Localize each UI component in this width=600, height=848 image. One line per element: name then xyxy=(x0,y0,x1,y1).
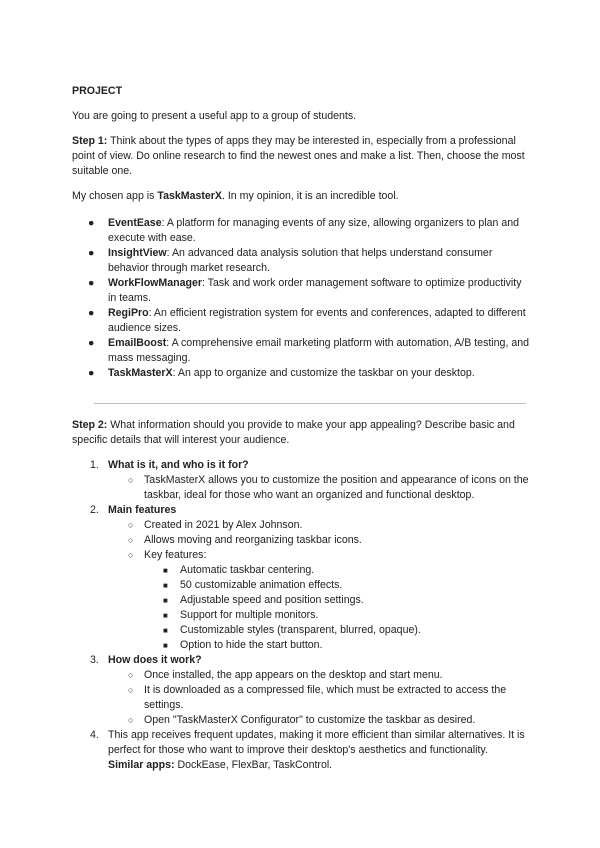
q2-item-text: Key features: xyxy=(144,549,207,561)
app-name: RegiPro xyxy=(108,307,149,319)
q3-item-text: Once installed, the app appears on the desktop and start menu. xyxy=(144,669,443,681)
q2-sublist xyxy=(108,518,532,653)
app-name: TaskMasterX xyxy=(108,367,173,379)
app-desc: : An app to organize and customize the taskbar on your desktop. xyxy=(172,367,475,379)
bullet-icon: ● xyxy=(88,247,95,259)
list-item xyxy=(72,276,532,306)
feature-text: Option to hide the start button. xyxy=(180,639,323,651)
list-item xyxy=(72,336,532,366)
list-item xyxy=(72,518,532,533)
q2-item-text: Created in 2021 by Alex Johnson. xyxy=(144,519,303,531)
chosen-app-name: TaskMasterX xyxy=(157,190,222,202)
similar-apps-label: Similar apps: xyxy=(108,759,175,771)
circle-bullet-icon: ○ xyxy=(128,670,134,680)
bullet-icon: ● xyxy=(88,367,95,379)
document-page xyxy=(72,84,532,773)
circle-bullet-icon: ○ xyxy=(128,685,134,695)
list-item xyxy=(72,473,532,503)
list-item xyxy=(72,306,532,336)
numbered-list xyxy=(72,458,532,773)
feature-text: Support for multiple monitors. xyxy=(180,609,319,621)
q3-item-text: It is downloaded as a compressed file, which must be extracted to access the settings. xyxy=(144,684,507,711)
circle-bullet-icon: ○ xyxy=(128,475,134,485)
square-bullet-icon: ■ xyxy=(163,596,168,605)
list-item xyxy=(72,638,532,653)
section-divider xyxy=(94,403,526,404)
q4-text: This app receives frequent updates, making it more efficient than similar alternatives. It is perfect for those who want to improve their desktop's aesthetics and functionality. xyxy=(108,729,525,756)
intro-paragraph: You are going to present a useful app to a group of students. xyxy=(72,110,357,122)
square-bullet-icon: ■ xyxy=(163,626,168,635)
chosen-before: My chosen app is xyxy=(72,190,158,202)
circle-bullet-icon: ○ xyxy=(128,535,134,545)
bullet-icon: ● xyxy=(88,337,95,349)
list-item xyxy=(72,533,532,548)
list-number: 3. xyxy=(90,654,99,666)
q2-title: Main features xyxy=(108,504,177,516)
feature-text: Customizable styles (transparent, blurred, opaque). xyxy=(180,624,421,636)
square-bullet-icon: ■ xyxy=(163,611,168,620)
app-desc: : Task and work order management software to optimize productivity in teams. xyxy=(108,277,522,304)
list-item xyxy=(72,246,532,276)
app-desc: : A comprehensive email marketing platform with automation, A/B testing, and mass messaging. xyxy=(108,337,530,364)
square-bullet-icon: ■ xyxy=(163,581,168,590)
app-desc: : An efficient registration system for events and conferences, adapted to different audience sizes. xyxy=(108,307,526,334)
list-item xyxy=(72,548,532,653)
app-name: InsightView xyxy=(108,247,167,259)
circle-bullet-icon: ○ xyxy=(128,550,134,560)
circle-bullet-icon: ○ xyxy=(128,715,134,725)
step1-text: Think about the types of apps they may be interested in, especially from a professional point of view. Do online research to find the newest ones and make a list. Then, choose the most suitable one. xyxy=(72,135,525,177)
feature-text: Adjustable speed and position settings. xyxy=(180,594,364,606)
list-item xyxy=(72,578,532,593)
bullet-icon: ● xyxy=(88,217,95,229)
chosen-after: . In my opinion, it is an incredible tool. xyxy=(221,190,399,202)
list-item xyxy=(72,216,532,246)
app-name: EmailBoost xyxy=(108,337,167,349)
feature-text: 50 customizable animation effects. xyxy=(180,579,343,591)
app-list xyxy=(72,216,532,381)
list-number: 2. xyxy=(90,504,99,516)
step2-label: Step 2: xyxy=(72,419,108,431)
list-item-q4 xyxy=(72,728,532,773)
q3-item-text: Open "TaskMasterX Configurator" to customize the taskbar as desired. xyxy=(144,714,476,726)
q1-sublist xyxy=(108,473,532,503)
circle-bullet-icon: ○ xyxy=(128,520,134,530)
q2-item-text: Allows moving and reorganizing taskbar icons. xyxy=(144,534,362,546)
list-item xyxy=(72,668,532,683)
chosen-app-sentence xyxy=(72,189,532,204)
q3-sublist xyxy=(108,668,532,728)
feature-text: Automatic taskbar centering. xyxy=(180,564,315,576)
features-sublist xyxy=(144,563,532,653)
q3-title: How does it work? xyxy=(108,654,202,666)
list-item xyxy=(72,593,532,608)
q1-item-text: TaskMasterX allows you to customize the position and appearance of icons on the taskbar, ideal for those who want an organized and functional desktop. xyxy=(144,474,529,501)
list-number: 4. xyxy=(90,729,99,741)
similar-apps-text: DockEase, FlexBar, TaskControl. xyxy=(174,759,333,771)
bullet-icon: ● xyxy=(88,277,95,289)
list-item-q2 xyxy=(72,503,532,653)
app-name: WorkFlowManager xyxy=(108,277,202,289)
app-desc: : An advanced data analysis solution that helps understand consumer behavior through market research. xyxy=(108,247,493,274)
app-name: EventEase xyxy=(108,217,162,229)
step1-paragraph xyxy=(72,134,532,179)
step1-label: Step 1: xyxy=(72,135,108,147)
list-item xyxy=(72,608,532,623)
app-desc: : A platform for managing events of any size, allowing organizers to plan and execute with ease. xyxy=(108,217,520,244)
bullet-icon: ● xyxy=(88,307,95,319)
step2-paragraph xyxy=(72,418,532,448)
list-item xyxy=(72,623,532,638)
list-item xyxy=(72,683,532,713)
list-item xyxy=(72,563,532,578)
q1-title: What is it, and who is it for? xyxy=(108,459,249,471)
list-number: 1. xyxy=(90,459,99,471)
list-item-q3 xyxy=(72,653,532,728)
list-item xyxy=(72,366,532,381)
list-item-q1 xyxy=(72,458,532,503)
square-bullet-icon: ■ xyxy=(163,641,168,650)
step2-text: What information should you provide to make your app appealing? Describe basic and specific details that will interest your audience. xyxy=(72,419,515,446)
page-title: PROJECT xyxy=(72,85,123,97)
list-item xyxy=(72,713,532,728)
square-bullet-icon: ■ xyxy=(163,566,168,575)
